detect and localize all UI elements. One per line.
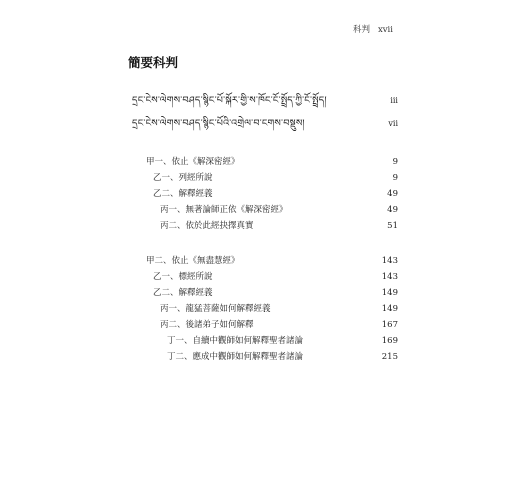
toc-entry[interactable] <box>0 333 520 349</box>
toc-entry-page: iii <box>390 96 398 105</box>
toc-entry-page: 49 <box>387 205 398 215</box>
toc-entry-label: 乙一、列經所說 <box>153 173 213 183</box>
header-page-number: xvii <box>377 25 393 35</box>
toc-entry[interactable] <box>0 285 520 301</box>
toc-entry[interactable] <box>0 349 520 365</box>
toc-entry-label: 丙一、無著論師正依《解深密經》 <box>160 205 288 215</box>
toc-entry-page: 51 <box>387 221 398 231</box>
toc-entry-tibetan[interactable] <box>0 93 520 109</box>
toc-entry-page: 149 <box>381 304 398 314</box>
toc-entry-page: 49 <box>387 189 398 199</box>
toc-entry[interactable] <box>0 301 520 317</box>
toc-entry-label: 乙二、解釋經義 <box>153 189 213 199</box>
toc-entry-page: 9 <box>392 157 398 167</box>
toc-entry-label: 丙二、後諸弟子如何解釋 <box>160 320 254 330</box>
toc-entry-page: 215 <box>381 352 398 362</box>
toc-entry-label: 丁二、應成中觀師如何解釋聖者諸論 <box>167 352 304 362</box>
toc-entry-page: 149 <box>381 288 398 298</box>
toc-entry[interactable] <box>0 253 520 269</box>
header-chapter: 科判 <box>352 25 370 35</box>
toc-entry-label: 甲一、依止《解深密經》 <box>146 157 240 167</box>
toc-entry[interactable] <box>0 317 520 333</box>
toc-entry[interactable] <box>0 218 520 234</box>
toc-entry-tibetan[interactable] <box>0 116 520 132</box>
toc-entry-page: 143 <box>381 272 398 282</box>
running-header <box>353 23 393 35</box>
toc-entry-label: 丙二、依於此經抉擇真實 <box>160 221 254 231</box>
toc-entry-label: 乙二、解釋經義 <box>153 288 213 298</box>
toc-entry[interactable] <box>0 269 520 285</box>
toc-entry-label: 甲二、依止《無盡慧經》 <box>146 256 240 266</box>
toc-entry-label: 丁一、自續中觀師如何解釋聖者諸論 <box>167 336 304 346</box>
toc-entry-label: 丙一、龍猛菩薩如何解釋經義 <box>160 304 271 314</box>
toc-entry-label: 乙一、標經所說 <box>153 272 213 282</box>
section-title: 簡要科判 <box>128 55 179 70</box>
toc-entry-label: དྲང་ངེས་ལེགས་བཤད་སྙིང་པོའི་འགྲེལ་བ་ངགས་བསྡུས། <box>132 118 305 129</box>
toc-entry[interactable] <box>0 170 520 186</box>
toc-entry[interactable] <box>0 186 520 202</box>
toc-entry-page: 9 <box>392 173 398 183</box>
toc-entry-label: དྲང་ངེས་ལེགས་བཤད་སྙིང་པོ་སྐོར་གྱི་ས་ཁོང་ངོ་སྤྲོད་ཀྱི་ངོ་སྤྲོད། <box>132 95 327 106</box>
toc-entry[interactable] <box>0 154 520 170</box>
toc-entry[interactable] <box>0 202 520 218</box>
toc-entry-page: 169 <box>381 336 398 346</box>
toc-entry-page: 167 <box>381 320 398 330</box>
toc-entry-page: 143 <box>381 256 398 266</box>
toc-entry-page: vii <box>388 119 398 128</box>
